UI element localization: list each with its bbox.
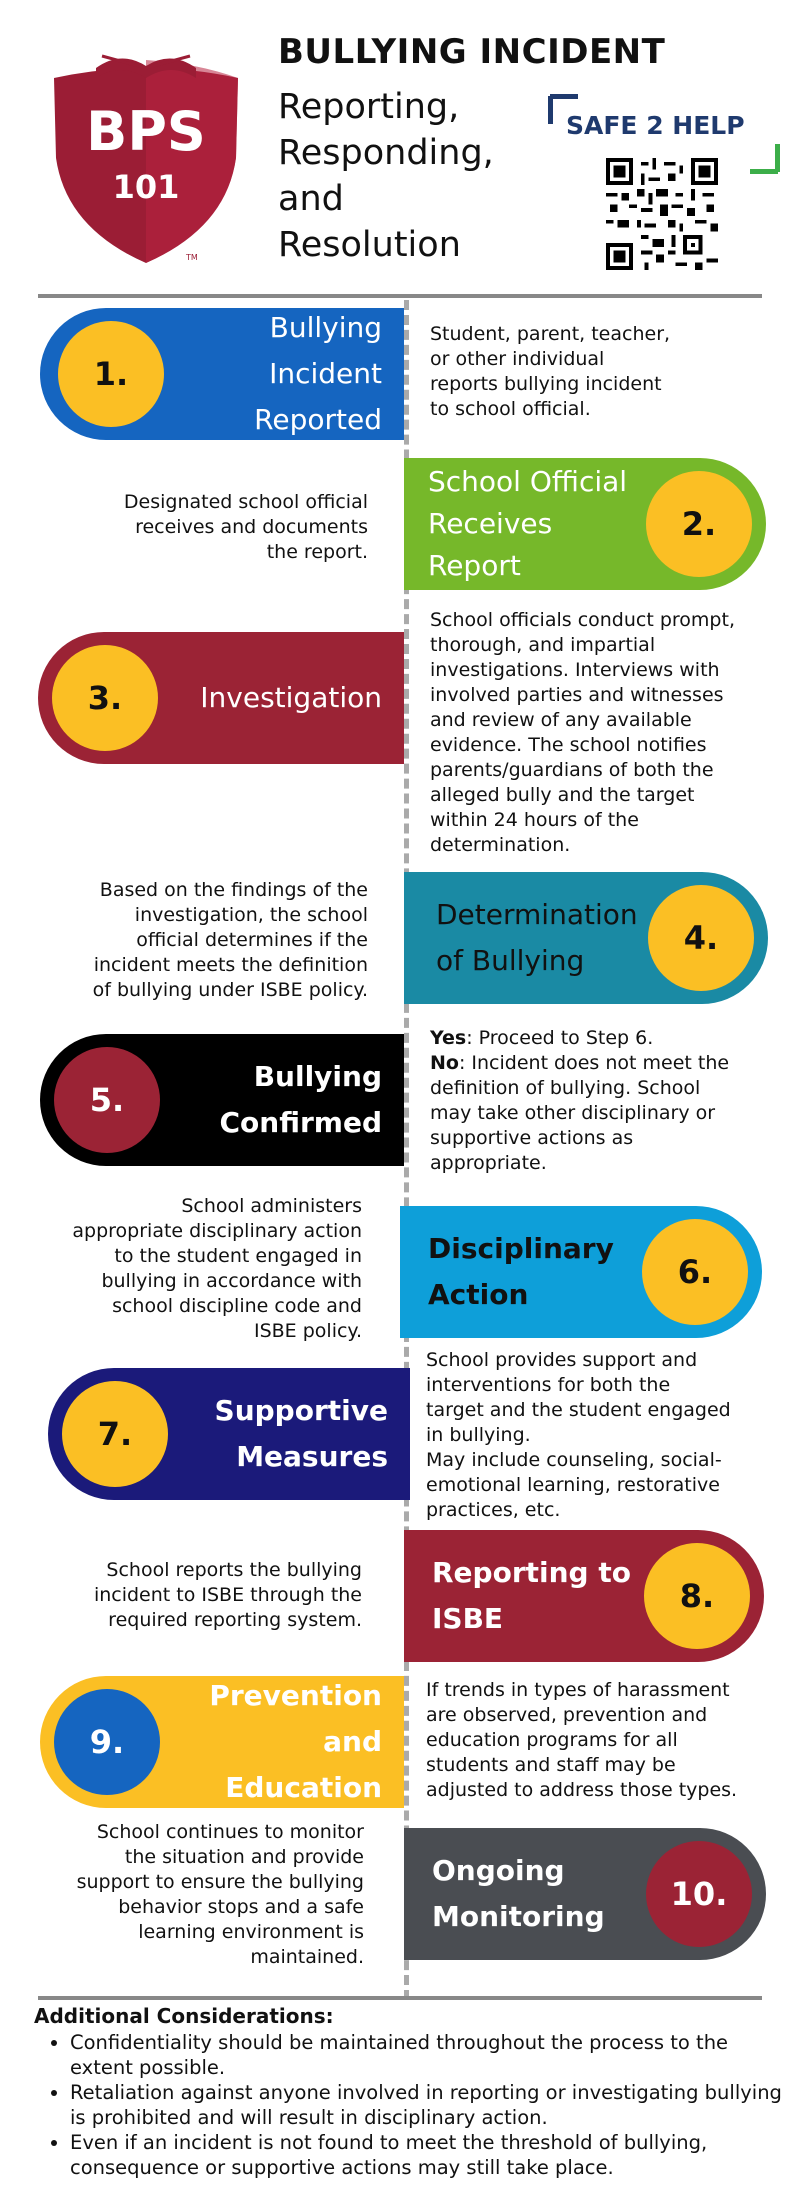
- step-2-pill: [404, 458, 766, 590]
- svg-text:SAFE 2 HELP: SAFE 2 HELP: [566, 111, 745, 140]
- step-label: School Official Receives Report: [428, 465, 628, 582]
- yes-label: Yes: [430, 1027, 467, 1049]
- bps-101-shield-logo: [36, 38, 256, 268]
- step-number-badge: 4.: [648, 885, 754, 991]
- page-subtitle: Reporting, Responding, and Resolution: [278, 87, 494, 265]
- footer-divider: [38, 1996, 762, 2000]
- step-label: Bullying Incident Reported: [254, 311, 382, 436]
- no-label: No: [430, 1052, 459, 1074]
- additional-considerations-title: Additional Considerations:: [34, 2004, 334, 2028]
- step-4-description: Based on the findings of the investigation, the school official determines if the incident meets the definition of bullying under ISBE policy.: [92, 879, 368, 1001]
- step-6-pill: [400, 1206, 762, 1338]
- step-label: Supportive Measures: [214, 1394, 388, 1473]
- qr-code: [606, 158, 718, 270]
- step-number-badge: 9.: [54, 1689, 160, 1795]
- step-number-badge: 2.: [646, 471, 752, 577]
- step-10-pill: [404, 1828, 766, 1960]
- list-item: • Confidentiality should be maintained throughout the process to the extent possible.: [70, 2030, 790, 2080]
- step-3-description: School officials conduct prompt, thorough, and impartial investigations. Interviews with involved parties and witnesses and review of any available evidence. The school notifies parents/guardians of both the alleged bully and the target within 24 hours of the determination.: [430, 609, 735, 856]
- step-8-description: School reports the bullying incident to ISBE through the required reporting system.: [93, 1559, 362, 1631]
- step-label: Bullying Confirmed: [219, 1060, 382, 1139]
- step-number-badge: 3.: [52, 645, 158, 751]
- step-number-badge: 1.: [58, 321, 164, 427]
- step-label: Ongoing Monitoring: [432, 1854, 605, 1933]
- step-label: Determination of Bullying: [436, 898, 638, 977]
- step-9-pill: [40, 1676, 404, 1808]
- step-2-description: Designated school official receives and documents the report.: [123, 491, 368, 563]
- svg-text:BPS: BPS: [86, 100, 206, 163]
- svg-text:101: 101: [112, 168, 180, 206]
- step-7-description: School provides support and interventions for both the target and the student engaged in bullying. May include counseling, social- emotional learning, restorative practices, etc.: [426, 1349, 731, 1521]
- step-6-description: School administers appropriate disciplinary action to the student engaged in bullying in accordance with school discipline code and ISBE policy.: [72, 1195, 362, 1342]
- step-3-pill: [38, 632, 404, 764]
- list-item: • Even if an incident is not found to meet the threshold of bullying, consequence or supportive actions may still take place.: [70, 2130, 790, 2180]
- step-4-pill: [404, 872, 768, 1004]
- step-label: Investigation: [200, 681, 382, 714]
- svg-text:TM: TM: [186, 253, 198, 262]
- step-5-description: Yes: Proceed to Step 6. No: Incident does not meet the definition of bullying. School may take other disciplinary or supportive actions as appropriate.: [430, 1027, 730, 1174]
- step-number-badge: 10.: [646, 1841, 752, 1947]
- step-label: Reporting to ISBE: [432, 1556, 631, 1635]
- header-divider: [38, 294, 762, 298]
- step-1-description: Student, parent, teacher, or other individual reports bullying incident to school official.: [430, 323, 671, 420]
- step-label: Disciplinary Action: [428, 1232, 614, 1311]
- step-label: Prevention and Education: [209, 1679, 382, 1804]
- step-number-badge: 5.: [54, 1047, 160, 1153]
- page-title: BULLYING INCIDENT: [278, 32, 666, 72]
- step-5-pill: [40, 1034, 404, 1166]
- step-7-pill: [48, 1368, 410, 1500]
- step-10-description: School continues to monitor the situation and provide support to ensure the bullying behavior stops and a safe learning environment is maintained.: [76, 1821, 364, 1968]
- step-8-pill: [404, 1530, 764, 1662]
- additional-considerations-list: [48, 2030, 790, 2180]
- list-item: • Retaliation against anyone involved in reporting or investigating bullying is prohibited and will result in disciplinary action.: [70, 2080, 790, 2130]
- step-number-badge: 6.: [642, 1219, 748, 1325]
- step-number-badge: 7.: [62, 1381, 168, 1487]
- step-1-pill: [40, 308, 404, 440]
- step-9-description: If trends in types of harassment are observed, prevention and education programs for all students and staff may be adjusted to address those types.: [426, 1679, 738, 1801]
- step-number-badge: 8.: [644, 1543, 750, 1649]
